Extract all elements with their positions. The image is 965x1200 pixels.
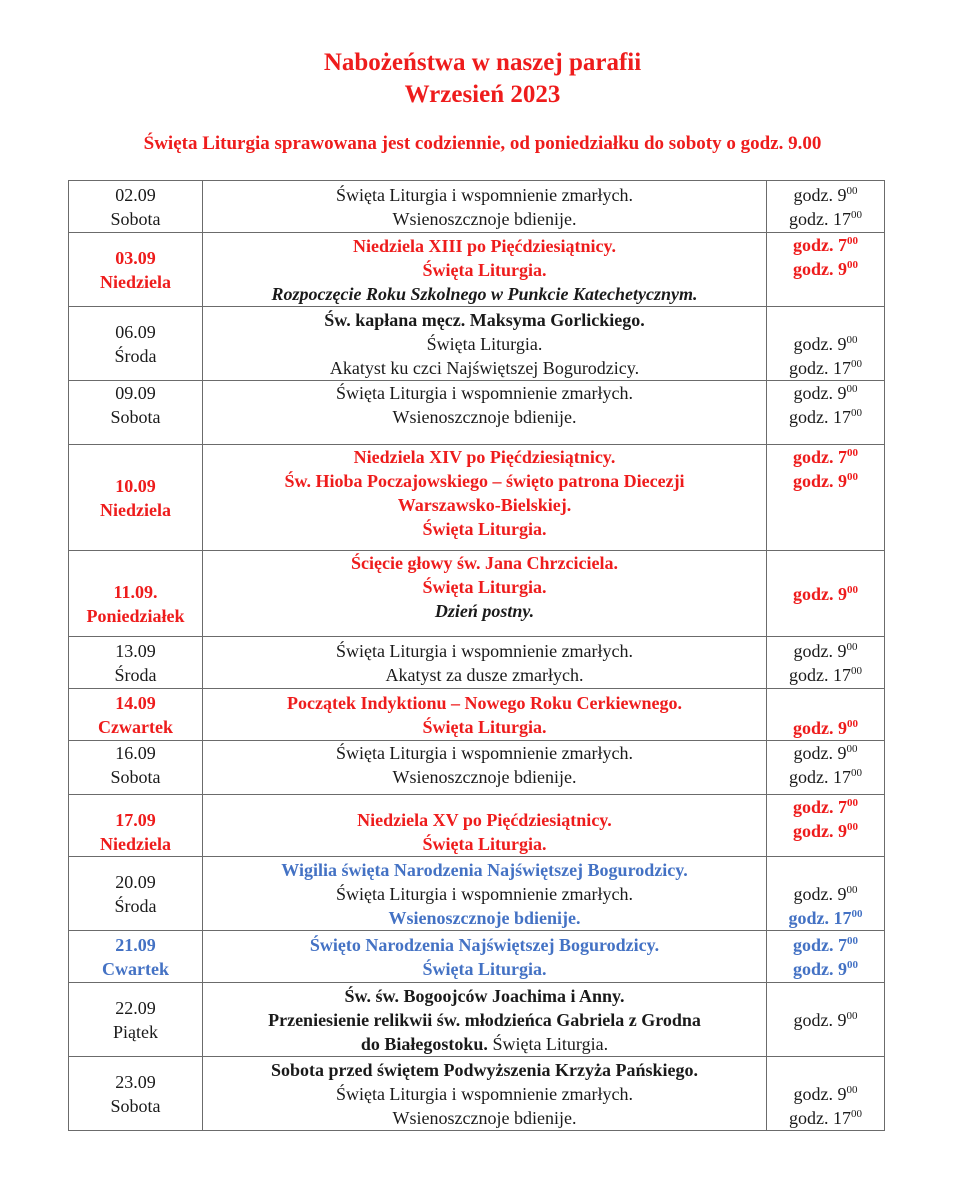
date: 16.09 <box>115 743 156 763</box>
events-cell <box>203 931 767 983</box>
event-line: Św. Hioba Poczajowskiego – święto patrona Diecezji <box>284 471 685 491</box>
table-row <box>69 1057 885 1131</box>
date-cell <box>69 637 203 689</box>
times-cell <box>767 857 885 931</box>
times-cell <box>767 637 885 689</box>
times-cell <box>767 931 885 983</box>
event-line: Wigilia święta Narodzenia Najświętszej Bogurodzicy. <box>281 859 688 880</box>
date-cell <box>69 857 203 931</box>
time: godz. $17^{00}$ <box>788 908 863 928</box>
time: godz. $9^{00}$ <box>793 184 858 205</box>
time: godz. $9^{00}$ <box>793 1009 858 1030</box>
time: godz. $9^{00}$ <box>793 471 858 491</box>
date-cell <box>69 1057 203 1131</box>
times-cell <box>767 181 885 233</box>
date: 09.09 <box>115 383 156 403</box>
date-cell <box>69 445 203 551</box>
time: godz. $17^{00}$ <box>789 208 862 229</box>
time: godz. $9^{00}$ <box>793 334 858 354</box>
event-line: Święta Liturgia. <box>422 259 547 280</box>
events-cell <box>203 857 767 931</box>
event-line: Święta Liturgia. <box>422 577 547 597</box>
weekday: Sobota <box>110 208 161 229</box>
date: 22.09 <box>115 997 156 1018</box>
weekday: Sobota <box>110 407 161 427</box>
event-line: Niedziela XV po Pięćdziesiątnicy. <box>357 810 612 830</box>
events-cell <box>203 307 767 381</box>
event-line: Święta Liturgia. <box>422 519 547 539</box>
events-cell <box>203 445 767 551</box>
table-row <box>69 741 885 795</box>
date-cell <box>69 689 203 741</box>
event-line: do Białegostoku. Święta Liturgia. <box>360 1033 609 1054</box>
date: 14.09 <box>115 692 156 713</box>
times-cell <box>767 795 885 857</box>
date-cell <box>69 233 203 307</box>
weekday: Środa <box>114 895 157 916</box>
events-cell <box>203 741 767 795</box>
time: godz. $9^{00}$ <box>793 718 858 738</box>
time: godz. $7^{00}$ <box>793 934 858 955</box>
event-line: Święta Liturgia. <box>426 333 543 354</box>
table-row <box>69 181 885 233</box>
times-cell <box>767 381 885 445</box>
date: 17.09 <box>115 810 156 830</box>
event-line: Niedziela XIII po Pięćdziesiątnicy. <box>353 235 616 256</box>
events-cell <box>203 551 767 637</box>
events-cell <box>203 1057 767 1131</box>
events-cell <box>203 983 767 1057</box>
date: 13.09 <box>115 640 156 661</box>
event-line: Przeniesienie relikwii św. młodzieńca Gabriela z Grodna <box>268 1009 701 1030</box>
date: 21.09 <box>115 934 156 955</box>
event-line: Niedziela XIV po Pięćdziesiątnicy. <box>353 447 616 467</box>
event-line: Rozpoczęcie Roku Szkolnego w Punkcie Katechetycznym. <box>271 283 698 304</box>
time: godz. $9^{00}$ <box>793 640 858 661</box>
time: godz. $7^{00}$ <box>793 447 858 467</box>
event-line: Wsienoszcznoje bdienije. <box>392 1107 577 1128</box>
events-cell <box>203 637 767 689</box>
date: 11.09. <box>113 582 158 602</box>
date: 03.09 <box>115 247 156 268</box>
times-cell <box>767 445 885 551</box>
event-line: Św. kapłana męcz. Maksyma Gorlickiego. <box>324 309 645 330</box>
events-cell <box>203 381 767 445</box>
table-row <box>69 637 885 689</box>
date-cell <box>69 795 203 857</box>
time: godz. $17^{00}$ <box>789 664 862 685</box>
event-line: Dzień postny. <box>434 601 535 621</box>
table-row <box>69 445 885 551</box>
times-cell <box>767 741 885 795</box>
time: godz. $9^{00}$ <box>793 1084 858 1104</box>
date-cell <box>69 381 203 445</box>
weekday: Środa <box>114 664 157 685</box>
daily-liturgy-notice: Święta Liturgia sprawowana jest codziennie, od poniedziałku do soboty o godz. 9.00 <box>143 133 822 154</box>
event-line: Święta Liturgia i wspomnienie zmarłych. <box>335 383 634 403</box>
times-cell <box>767 551 885 637</box>
event-line: Święta Liturgia. <box>422 716 547 737</box>
time: godz. $9^{00}$ <box>793 884 858 904</box>
date-cell <box>69 931 203 983</box>
times-cell <box>767 689 885 741</box>
date-cell <box>69 741 203 795</box>
event-line: Święta Liturgia i wspomnienie zmarłych. <box>335 883 634 904</box>
events-cell <box>203 233 767 307</box>
schedule-table <box>68 180 885 1131</box>
time: godz. $9^{00}$ <box>793 259 858 279</box>
event-line: Wsienoszcznoje bdienije. <box>388 907 581 928</box>
event-line: Sobota przed świętem Podwyższenia Krzyża Pańskiego. <box>271 1059 698 1080</box>
time: godz. $17^{00}$ <box>789 358 862 378</box>
date: 02.09 <box>115 184 156 205</box>
time: godz. $9^{00}$ <box>793 958 858 979</box>
event-line: Warszawsko-Bielskiej. <box>397 495 572 515</box>
event-line: Akatyst ku czci Najświętszej Bogurodzicy. <box>329 357 640 378</box>
event-line: Święta Liturgia. <box>422 834 547 854</box>
time: godz. $17^{00}$ <box>789 1108 862 1128</box>
events-cell <box>203 181 767 233</box>
time: godz. $9^{00}$ <box>793 821 858 841</box>
events-cell <box>203 795 767 857</box>
times-cell <box>767 983 885 1057</box>
table-row <box>69 381 885 445</box>
time: godz. $17^{00}$ <box>789 767 862 787</box>
event-line: Święta Liturgia i wspomnienie zmarłych. <box>335 184 634 205</box>
weekday: Sobota <box>110 1095 161 1116</box>
table-row <box>69 233 885 307</box>
date: 06.09 <box>115 321 156 342</box>
weekday: Niedziela <box>100 834 171 854</box>
time: godz. $9^{00}$ <box>793 743 858 763</box>
event-line: Święto Narodzenia Najświętszej Bogurodzicy. <box>309 934 660 955</box>
date-cell <box>69 983 203 1057</box>
table-row <box>69 307 885 381</box>
weekday: Niedziela <box>100 271 171 292</box>
event-line: Akatyst za dusze zmarłych. <box>385 664 584 685</box>
page-subtitle-month: Wrzesień 2023 <box>404 81 561 108</box>
date-cell <box>69 551 203 637</box>
time: godz. $7^{00}$ <box>793 797 858 817</box>
weekday: Niedziela <box>100 499 171 520</box>
table-row <box>69 795 885 857</box>
date-cell <box>69 181 203 233</box>
time: godz. $7^{00}$ <box>793 235 858 255</box>
event-line: Św. św. Bogoojców Joachima i Anny. <box>344 985 625 1006</box>
weekday: Środa <box>114 345 157 366</box>
date-cell <box>69 307 203 381</box>
table-row <box>69 551 885 637</box>
event-line: Wsienoszcznoje bdienije. <box>392 208 577 229</box>
weekday: Czwartek <box>98 716 173 737</box>
event-line: Święta Liturgia i wspomnienie zmarłych. <box>335 1083 634 1104</box>
event-line: Ścięcie głowy św. Jana Chrzciciela. <box>351 553 618 573</box>
weekday: Piątek <box>113 1021 158 1042</box>
date: 10.09 <box>115 475 156 496</box>
times-cell <box>767 233 885 307</box>
time: godz. $17^{00}$ <box>789 407 862 427</box>
event-line: Święta Liturgia i wspomnienie zmarłych. <box>335 743 634 763</box>
page-title: Nabożeństwa w naszej parafii <box>323 49 642 76</box>
times-cell <box>767 307 885 381</box>
event-line: Wsienoszcznoje bdienije. <box>392 767 577 787</box>
weekday: Sobota <box>110 767 161 787</box>
date: 23.09 <box>115 1071 156 1092</box>
table-row <box>69 983 885 1057</box>
times-cell <box>767 1057 885 1131</box>
time: godz. $9^{00}$ <box>793 583 858 604</box>
date: 20.09 <box>115 871 156 892</box>
table-row <box>69 689 885 741</box>
event-line: Święta Liturgia i wspomnienie zmarłych. <box>335 640 634 661</box>
event-line: Wsienoszcznoje bdienije. <box>392 407 577 427</box>
event-line: Święta Liturgia. <box>422 958 547 979</box>
weekday: Cwartek <box>102 958 169 979</box>
table-row <box>69 857 885 931</box>
time: godz. $9^{00}$ <box>793 383 858 403</box>
event-line: Początek Indyktionu – Nowego Roku Cerkiewnego. <box>286 692 682 713</box>
table-row <box>69 931 885 983</box>
events-cell <box>203 689 767 741</box>
weekday: Poniedziałek <box>86 606 185 626</box>
